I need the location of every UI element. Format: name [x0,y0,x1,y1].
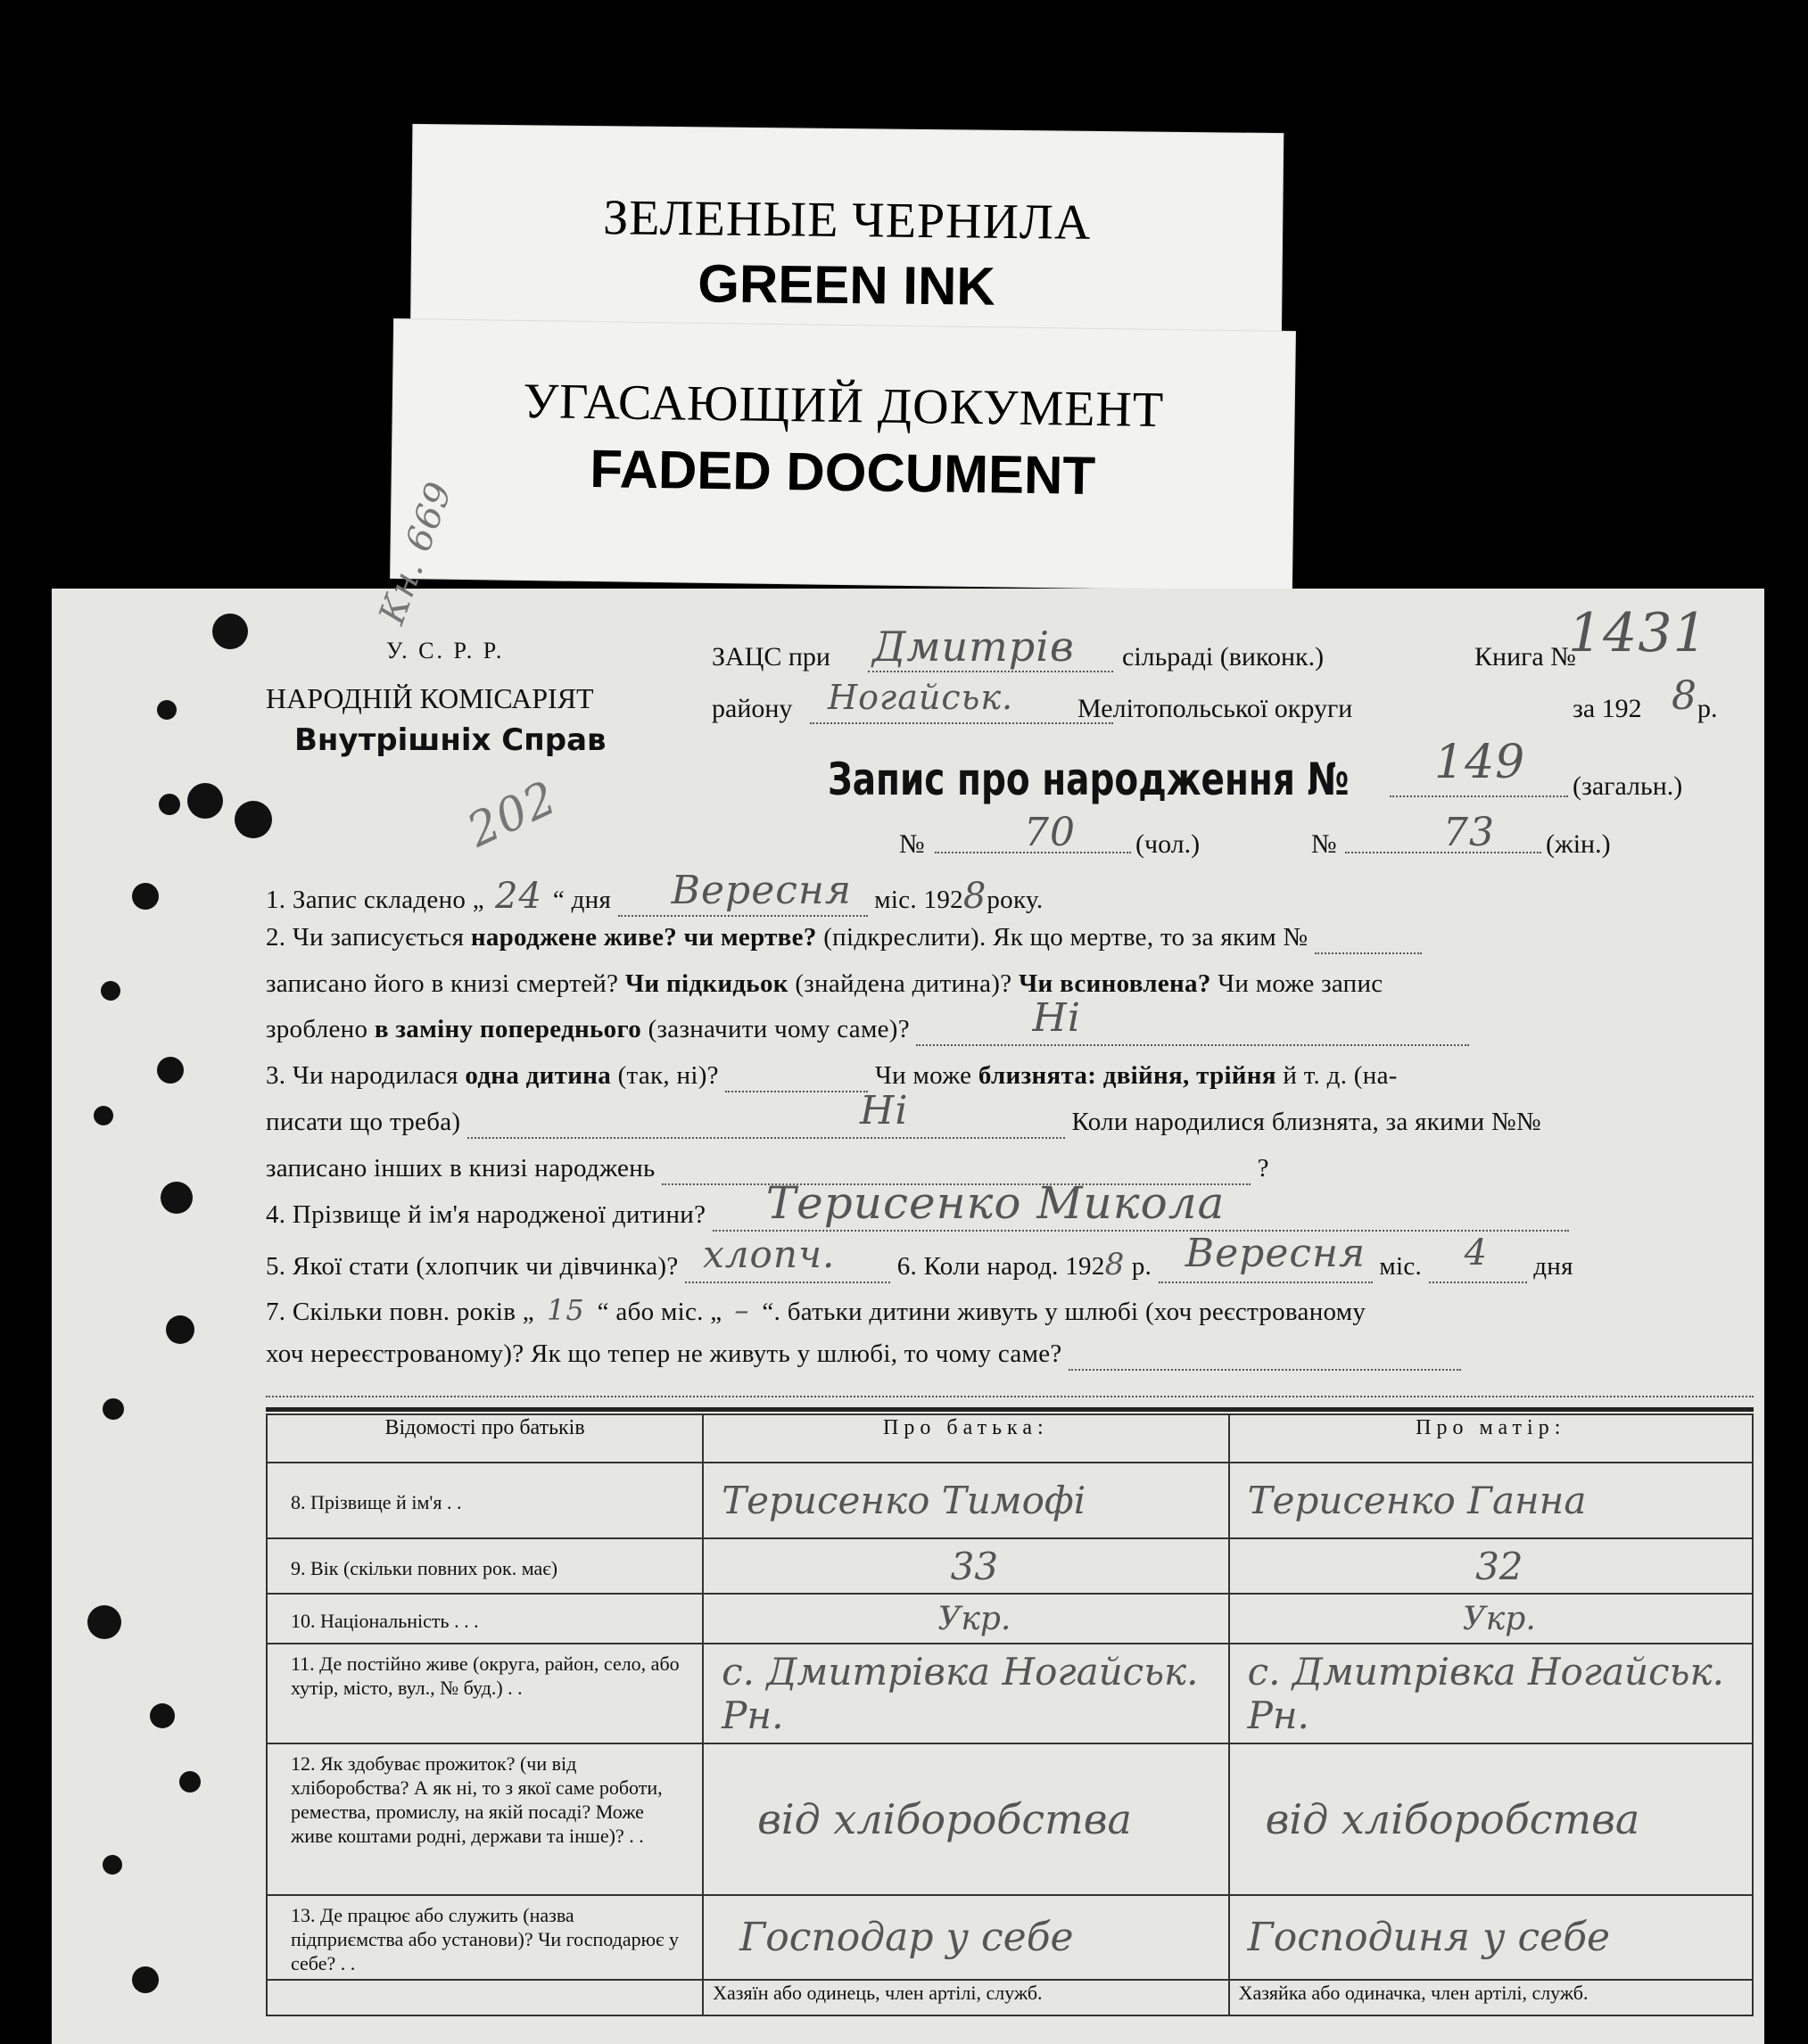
mother-value: с. Дмитрівка Ногайськ. Рн. [1229,1644,1753,1743]
q3-text: (так, ні)? [617,1061,719,1090]
village-council-value: Дмитрів [872,622,1075,671]
question-7-line-1 [266,1293,1366,1327]
book-number: 1431 [1568,602,1708,664]
record-number-female: 73 [1443,810,1495,855]
table-row [267,1644,1753,1743]
birth-day: 4 [1464,1232,1489,1273]
q4-text: 4. Прізвище й ім'я народженої дитини? [266,1200,706,1229]
q2-text-bold: Чи підкидьок [624,969,788,998]
row-label: 12. Як здобуває прожиток? (чи від хліборобства? А як ні, то з якої саме роботи, ремества, промислу, на якій посаді? Може живе коштами родні, держави та інше)? . . [267,1743,703,1895]
q3-text: записано інших в книзі народжень [266,1154,656,1183]
q1-text: 1. Запис складено „ [266,886,484,914]
dotted-line [266,1396,1754,1397]
q2-text: записано його в книзі смертей? [266,969,619,998]
row-label: 8. Прізвище й ім'я . . [267,1463,703,1538]
year-suffix: р. [1697,694,1718,723]
punch-hole [161,1182,193,1214]
row-label-empty [267,1980,703,2015]
marriage-years: 15 [546,1293,585,1327]
dotted-line [1315,923,1422,954]
q2-text: (зазначити чому саме)? [648,1015,910,1043]
table-row [267,1980,1753,2015]
q7-text: 7. Скільки повн. років „ [266,1298,534,1326]
q2-text: (знайдена дитина)? [795,969,1012,998]
parents-table [266,1413,1754,2016]
punch-hole [157,700,177,720]
q7-text: хоч нереєстрованому)? Як що тепер не живуть у шлюбі, то чому саме? [266,1339,1062,1368]
female-no-label: № [1311,829,1337,859]
question-2-line-3 [266,995,1469,1046]
dotted-line [935,852,1131,853]
book-label: Книга № [1474,642,1576,672]
q3-text: й т. д. (на- [1283,1061,1398,1090]
father-value: Терисенко Тимофі [703,1463,1228,1538]
page-title: Запис про народження № [828,754,1350,805]
q6-text: міс. [1379,1252,1423,1281]
q1-text: року. [987,886,1044,914]
q2-answer-field [916,995,1469,1046]
punch-hole [132,883,159,910]
card-text-ru: ЗЕЛЕНЫЕ ЧЕРНИЛА [602,190,1092,251]
record-number-general: 149 [1434,736,1526,789]
village-council-label: сільраді (виконк.) [1122,642,1325,672]
question-2-line-2 [266,969,1383,999]
father-value: від хліборобства [703,1743,1228,1895]
year-value: 8 [1672,673,1697,719]
mother-value: Терисенко Ганна [1229,1463,1753,1538]
dotted-line [725,1061,868,1092]
punch-hole [87,1605,121,1639]
q3-answer-field [467,1088,1065,1139]
question-5-6 [266,1231,1573,1283]
marriage-months: – [734,1293,750,1327]
mother-value: від хліборобства [1229,1743,1753,1895]
child-sex: хлопч. [703,1232,836,1276]
year-label: за 192 [1573,694,1642,723]
label-card-faded-document [391,319,1295,590]
record-number-male: 70 [1024,810,1076,855]
punch-hole [103,1855,122,1875]
father-value: с. Дмитрівка Ногайськ. Рн. [703,1644,1228,1743]
q3-text: 3. Чи народилася [266,1061,458,1090]
dotted-line [1390,795,1568,797]
table-header-row [267,1414,1753,1463]
q6-text: р. [1131,1252,1152,1281]
q7-text: “. батьки дитини живуть у шлюбі (хоч реєстрованому [762,1298,1366,1326]
q3-text: писати що треба) [266,1108,461,1136]
punch-hole [157,1057,184,1084]
birth-year: 8 [1104,1247,1126,1282]
punch-hole [187,783,223,819]
q5-answer-field [685,1232,890,1283]
q5-text: 5. Якої стати (хлопчик чи дівчинка)? [266,1252,679,1281]
male-label: (чол.) [1135,829,1201,859]
table-row [267,1895,1753,1980]
q3-answer: Ні [859,1088,909,1133]
usrr-heading: У. С. Р. Р. [386,638,505,663]
q2-text-bold: народжене живе? чи мертве? [470,923,817,952]
question-2-line-1 [266,923,1422,954]
birth-month-field [1159,1231,1373,1283]
row-label: 13. Де працює або служить (назва підприємства або установи)? Чи господарює у себе? . . [267,1895,703,1980]
q2-text: (підкреслити). Як що мертве, то за яким № [823,923,1309,952]
punch-hole [94,1106,113,1125]
column-header: Про батька: [703,1414,1228,1463]
mother-value: 32 [1229,1538,1753,1594]
row-label: 11. Де постійно живе (округа, район, село, або хутір, місто, вул., № буд.) . . [267,1644,703,1743]
margin-note: 202 [459,771,566,859]
card-text-en: FADED DOCUMENT [589,439,1096,506]
card-text-en: GREEN INK [698,253,996,317]
punch-hole [103,1398,124,1420]
father-value: Укр. [703,1594,1228,1644]
q3-text: Чи може [874,1061,972,1090]
q2-answer: Ні [1032,995,1081,1041]
female-label: (жін.) [1546,829,1611,859]
rayon-value: Ногайськ. [828,678,1014,717]
q2-text-bold: в заміну попереднього [374,1015,642,1043]
q3-text-bold: близнята: двійня, трійня [978,1061,1276,1090]
mother-value: Господиня у себе [1229,1895,1753,1980]
q2-text: 2. Чи записується [266,923,465,952]
question-1 [266,868,1044,917]
punch-hole [166,1315,194,1344]
q6-text: дня [1533,1252,1573,1281]
mother-value: Укр. [1229,1594,1753,1644]
punch-hole [159,794,180,815]
birth-month: Вересня [1185,1231,1366,1276]
punch-hole [101,981,120,1001]
table-row [267,1743,1753,1895]
father-value: 33 [703,1538,1228,1594]
q6-text: 6. Коли народ. 192 [896,1252,1105,1281]
zags-label: ЗАЦС при [712,642,830,672]
q2-text: зроблено [266,1015,368,1043]
okruha-label: Мелітопольської округи [1077,694,1353,723]
column-header: Про матір: [1229,1414,1753,1463]
question-3-line-2 [266,1088,1541,1139]
child-name: Терисенко Микола [765,1177,1226,1229]
general-label: (загальн.) [1573,771,1683,801]
q1-day: 24 [494,876,542,917]
q1-year: 8 [962,876,987,917]
punch-hole [235,801,272,838]
q7-text: “ або міс. „ [597,1298,722,1326]
card-text-ru: УГАСАЮЩИЙ ДОКУМЕНТ [523,373,1165,439]
punch-hole [132,1966,159,1993]
department-heading: Внутрішніх Справ [294,722,607,758]
q2-text-bold: Чи всиновлена? [1018,969,1211,998]
q1-month: Вересня [671,868,853,913]
q1-text: “ дня [552,886,612,914]
dotted-line [1069,1339,1461,1371]
punch-hole [212,614,248,649]
father-footer: Хазяїн або одинець, член артілі, служб. [703,1980,1228,2015]
q2-text: Чи може запис [1218,969,1383,998]
q1-text: міс. 192 [874,886,963,914]
margin-note: Кн. 669 [371,476,461,630]
dotted-line [810,722,1113,724]
question-7-line-2 [266,1339,1461,1371]
q3-text-bold: одна дитина [465,1061,612,1090]
punch-hole [179,1771,201,1793]
column-header: Відомості про батьків [267,1414,703,1463]
male-no-label: № [899,829,925,859]
q4-answer-field [713,1177,1569,1232]
dotted-line [1345,852,1541,853]
commissariat-heading: НАРОДНІЙ КОМІСАРІЯТ [266,682,594,714]
question-4 [266,1177,1569,1232]
row-label: 9. Вік (скільки повних рок. має) [267,1538,703,1594]
table-row [267,1538,1753,1594]
punch-hole [150,1703,175,1728]
row-label: 10. Національність . . . [267,1594,703,1644]
father-value: Господар у себе [703,1895,1228,1980]
q3-text: ? [1257,1154,1269,1183]
mother-footer: Хазяйка або одиначка, член артілі, служб. [1229,1980,1753,2015]
table-row [267,1594,1753,1644]
dotted-line [868,671,1113,672]
table-row [267,1463,1753,1538]
rayon-label: району [712,694,793,723]
q1-month-field [618,868,868,917]
birth-day-field [1429,1232,1527,1283]
q3-text: Коли народилися близнята, за якими №№ [1071,1108,1541,1136]
table-top-rule [266,1407,1754,1412]
birth-record-sheet [52,476,1764,2044]
question-3-line-1 [266,1061,1398,1092]
